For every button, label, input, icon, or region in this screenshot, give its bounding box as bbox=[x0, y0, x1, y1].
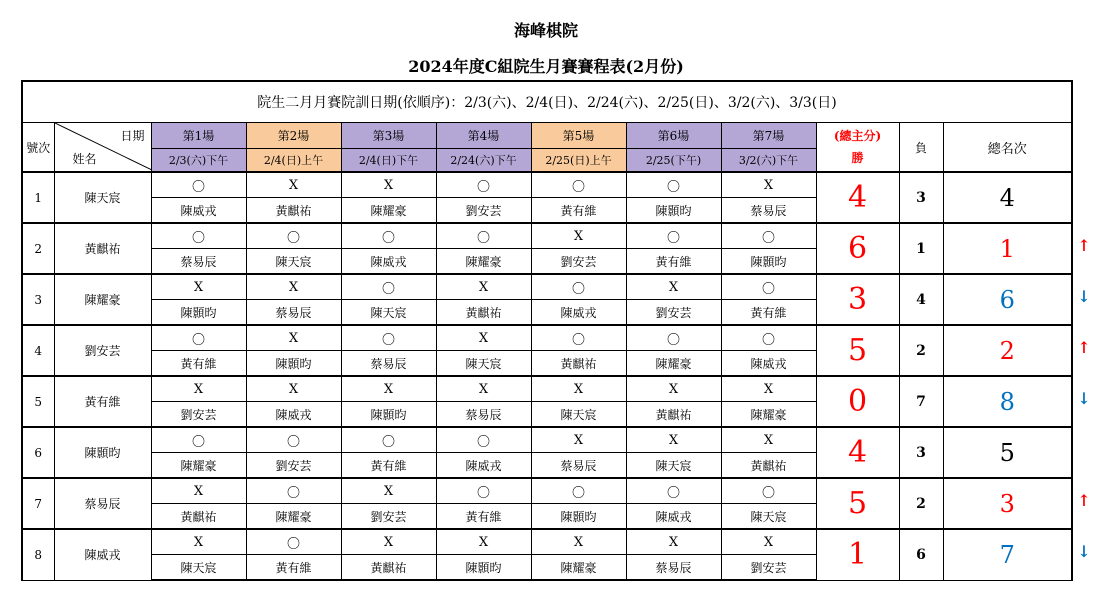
result-mark: X bbox=[151, 478, 246, 504]
player-number: 7 bbox=[22, 478, 54, 529]
opponent-name: 陳耀豪 bbox=[436, 249, 531, 275]
result-mark: 〇 bbox=[341, 427, 436, 453]
result-mark: X bbox=[341, 172, 436, 198]
result-mark: X bbox=[531, 376, 626, 402]
player-name: 劉安芸 bbox=[54, 325, 151, 376]
result-mark: X bbox=[436, 529, 531, 555]
result-mark: 〇 bbox=[246, 223, 341, 249]
round-label: 第2場 bbox=[246, 123, 341, 149]
opponent-name: 陳威戎 bbox=[246, 402, 341, 428]
round-label: 第6場 bbox=[626, 123, 721, 149]
opponent-name: 陳顥昀 bbox=[626, 198, 721, 224]
result-mark: X bbox=[151, 274, 246, 300]
player-name: 陳耀豪 bbox=[54, 274, 151, 325]
result-mark: X bbox=[151, 376, 246, 402]
result-mark: X bbox=[151, 529, 246, 555]
opponent-name: 黃麒祐 bbox=[341, 555, 436, 581]
player-wins: 5 bbox=[816, 325, 899, 376]
opponent-name: 黃麒祐 bbox=[151, 504, 246, 530]
player-number: 2 bbox=[22, 223, 54, 274]
rank-header: 總名次 bbox=[943, 123, 1072, 173]
result-mark: X bbox=[531, 529, 626, 555]
player-wins: 0 bbox=[816, 376, 899, 427]
player-row bbox=[22, 427, 1072, 453]
opponent-name: 陳耀豪 bbox=[721, 402, 816, 428]
result-mark: 〇 bbox=[626, 172, 721, 198]
player-row bbox=[22, 529, 1072, 555]
opponent-name: 劉安芸 bbox=[151, 402, 246, 428]
player-name: 陳威戎 bbox=[54, 529, 151, 580]
player-name: 黃麒祐 bbox=[54, 223, 151, 274]
date-name-header bbox=[54, 123, 151, 173]
player-rank: 4 bbox=[943, 172, 1072, 223]
opponent-name: 陳耀豪 bbox=[341, 198, 436, 224]
player-losses: 3 bbox=[899, 172, 943, 223]
opponent-name: 陳耀豪 bbox=[531, 555, 626, 581]
opponent-name: 陳耀豪 bbox=[626, 351, 721, 377]
player-wins: 3 bbox=[816, 274, 899, 325]
result-mark: X bbox=[341, 376, 436, 402]
result-mark: 〇 bbox=[721, 478, 816, 504]
opponent-name: 陳威戎 bbox=[531, 300, 626, 326]
player-row bbox=[22, 223, 1072, 249]
opponent-name: 黃有維 bbox=[436, 504, 531, 530]
player-wins: 5 bbox=[816, 478, 899, 529]
opponent-name: 陳顥昀 bbox=[246, 351, 341, 377]
opponent-name: 陳天宸 bbox=[341, 300, 436, 326]
player-name: 蔡易辰 bbox=[54, 478, 151, 529]
result-mark: X bbox=[721, 376, 816, 402]
player-number: 3 bbox=[22, 274, 54, 325]
num-header: 號次 bbox=[22, 123, 54, 173]
opponent-name: 劉安芸 bbox=[626, 300, 721, 326]
round-date: 2/25(日)上午 bbox=[531, 149, 626, 173]
name-header: 姓名 bbox=[72, 152, 97, 166]
opponent-name: 劉安芸 bbox=[436, 198, 531, 224]
player-wins: 1 bbox=[816, 529, 899, 580]
result-mark: X bbox=[436, 325, 531, 351]
opponent-name: 黃有維 bbox=[721, 300, 816, 326]
result-mark: 〇 bbox=[436, 478, 531, 504]
opponent-name: 陳威戎 bbox=[436, 453, 531, 479]
result-mark: X bbox=[341, 478, 436, 504]
result-mark: X bbox=[531, 223, 626, 249]
result-mark: 〇 bbox=[246, 529, 341, 555]
player-rank: 8 bbox=[943, 376, 1072, 427]
opponent-name: 劉安芸 bbox=[531, 249, 626, 275]
result-mark: 〇 bbox=[531, 325, 626, 351]
schedule-note: 院生二月月賽院訓日期(依順序)：2/3(六)、2/4(日)、2/24(六)、2/25(日)、3/2(六)、3/3(日) bbox=[22, 81, 1072, 123]
player-rank: 5 bbox=[943, 427, 1072, 478]
result-mark: X bbox=[531, 427, 626, 453]
player-row bbox=[22, 376, 1072, 402]
result-mark: X bbox=[626, 427, 721, 453]
opponent-name: 黃有維 bbox=[246, 555, 341, 581]
result-mark: X bbox=[626, 274, 721, 300]
date-header: 日期 bbox=[120, 129, 145, 143]
result-mark: 〇 bbox=[626, 478, 721, 504]
opponent-name: 黃有維 bbox=[531, 198, 626, 224]
opponent-name: 劉安芸 bbox=[246, 453, 341, 479]
result-mark: X bbox=[246, 376, 341, 402]
result-mark: 〇 bbox=[721, 325, 816, 351]
result-mark: 〇 bbox=[531, 172, 626, 198]
result-mark: 〇 bbox=[436, 172, 531, 198]
opponent-name: 黃麒祐 bbox=[531, 351, 626, 377]
player-wins: 6 bbox=[816, 223, 899, 274]
result-mark: 〇 bbox=[151, 427, 246, 453]
result-mark: 〇 bbox=[721, 274, 816, 300]
opponent-name: 陳天宸 bbox=[721, 504, 816, 530]
opponent-name: 陳威戎 bbox=[341, 249, 436, 275]
down-arrow-icon: ↓ bbox=[1077, 287, 1091, 306]
opponent-name: 陳天宸 bbox=[531, 402, 626, 428]
opponent-name: 黃麒祐 bbox=[246, 198, 341, 224]
down-arrow-icon: ↓ bbox=[1077, 542, 1091, 561]
round-label: 第5場 bbox=[531, 123, 626, 149]
opponent-name: 蔡易辰 bbox=[151, 249, 246, 275]
opponent-name: 黃麒祐 bbox=[626, 402, 721, 428]
opponent-name: 陳顥昀 bbox=[531, 504, 626, 530]
opponent-name: 黃有維 bbox=[151, 351, 246, 377]
opponent-name: 陳天宸 bbox=[626, 453, 721, 479]
opponent-name: 陳威戎 bbox=[721, 351, 816, 377]
player-wins: 4 bbox=[816, 427, 899, 478]
player-losses: 7 bbox=[899, 376, 943, 427]
result-mark: X bbox=[436, 376, 531, 402]
round-label: 第3場 bbox=[341, 123, 436, 149]
round-date: 2/24(六)下午 bbox=[436, 149, 531, 173]
result-mark: X bbox=[721, 427, 816, 453]
player-row bbox=[22, 172, 1072, 198]
up-arrow-icon: ↑ bbox=[1077, 338, 1091, 357]
result-mark: X bbox=[246, 172, 341, 198]
player-name: 陳天宸 bbox=[54, 172, 151, 223]
opponent-name: 陳威戎 bbox=[151, 198, 246, 224]
player-wins: 4 bbox=[816, 172, 899, 223]
result-mark: 〇 bbox=[151, 172, 246, 198]
opponent-name: 陳天宸 bbox=[246, 249, 341, 275]
opponent-name: 陳威戎 bbox=[626, 504, 721, 530]
round-date: 2/3(六)下午 bbox=[151, 149, 246, 173]
player-losses: 1 bbox=[899, 223, 943, 274]
page-subtitle: 2024年度C組院生月賽賽程表(2月份) bbox=[408, 57, 684, 76]
result-mark: 〇 bbox=[626, 325, 721, 351]
opponent-name: 黃有維 bbox=[341, 453, 436, 479]
result-mark: 〇 bbox=[246, 478, 341, 504]
wins-header-bottom: 勝 bbox=[851, 151, 864, 165]
opponent-name: 陳顥昀 bbox=[341, 402, 436, 428]
schedule-table bbox=[21, 80, 1073, 581]
player-losses: 6 bbox=[899, 529, 943, 580]
player-losses: 3 bbox=[899, 427, 943, 478]
result-mark: 〇 bbox=[531, 274, 626, 300]
player-row bbox=[22, 478, 1072, 504]
result-mark: X bbox=[246, 274, 341, 300]
result-mark: 〇 bbox=[151, 223, 246, 249]
player-row bbox=[22, 325, 1072, 351]
result-mark: X bbox=[626, 529, 721, 555]
opponent-name: 劉安芸 bbox=[721, 555, 816, 581]
result-mark: X bbox=[246, 325, 341, 351]
opponent-name: 陳耀豪 bbox=[151, 453, 246, 479]
result-mark: X bbox=[341, 529, 436, 555]
round-label: 第4場 bbox=[436, 123, 531, 149]
result-mark: 〇 bbox=[626, 223, 721, 249]
opponent-name: 陳天宸 bbox=[151, 555, 246, 581]
player-losses: 4 bbox=[899, 274, 943, 325]
player-rank: 1 bbox=[943, 223, 1072, 274]
result-mark: X bbox=[436, 274, 531, 300]
player-number: 6 bbox=[22, 427, 54, 478]
result-mark: 〇 bbox=[721, 223, 816, 249]
page-title: 海峰棋院 bbox=[513, 21, 578, 40]
player-number: 8 bbox=[22, 529, 54, 580]
player-name: 陳顥昀 bbox=[54, 427, 151, 478]
player-losses: 2 bbox=[899, 325, 943, 376]
opponent-name: 陳耀豪 bbox=[246, 504, 341, 530]
opponent-name: 劉安芸 bbox=[341, 504, 436, 530]
round-date: 3/2(六)下午 bbox=[721, 149, 816, 173]
opponent-name: 陳顥昀 bbox=[721, 249, 816, 275]
opponent-name: 蔡易辰 bbox=[341, 351, 436, 377]
result-mark: 〇 bbox=[341, 274, 436, 300]
player-losses: 2 bbox=[899, 478, 943, 529]
round-date: 2/4(日)上午 bbox=[246, 149, 341, 173]
wins-header bbox=[816, 123, 899, 173]
up-arrow-icon: ↑ bbox=[1077, 236, 1091, 255]
losses-header: 負 bbox=[899, 123, 943, 173]
result-mark: 〇 bbox=[436, 427, 531, 453]
player-rank: 7 bbox=[943, 529, 1072, 580]
result-mark: X bbox=[721, 529, 816, 555]
player-number: 4 bbox=[22, 325, 54, 376]
player-rank: 3 bbox=[943, 478, 1072, 529]
opponent-name: 蔡易辰 bbox=[246, 300, 341, 326]
round-date: 2/25(下午) bbox=[626, 149, 721, 173]
opponent-name: 黃麒祐 bbox=[721, 453, 816, 479]
result-mark: 〇 bbox=[151, 325, 246, 351]
opponent-name: 黃麒祐 bbox=[436, 300, 531, 326]
result-mark: 〇 bbox=[531, 478, 626, 504]
result-mark: 〇 bbox=[246, 427, 341, 453]
result-mark: 〇 bbox=[341, 325, 436, 351]
round-label: 第7場 bbox=[721, 123, 816, 149]
opponent-name: 蔡易辰 bbox=[436, 402, 531, 428]
opponent-name: 陳顥昀 bbox=[151, 300, 246, 326]
round-label: 第1場 bbox=[151, 123, 246, 149]
player-row bbox=[22, 274, 1072, 300]
result-mark: 〇 bbox=[436, 223, 531, 249]
opponent-name: 陳天宸 bbox=[436, 351, 531, 377]
opponent-name: 蔡易辰 bbox=[721, 198, 816, 224]
player-name: 黃有維 bbox=[54, 376, 151, 427]
wins-header-top: (總主分) bbox=[833, 129, 882, 143]
opponent-name: 蔡易辰 bbox=[531, 453, 626, 479]
round-date: 2/4(日)下午 bbox=[341, 149, 436, 173]
up-arrow-icon: ↑ bbox=[1077, 491, 1091, 510]
player-rank: 6 bbox=[943, 274, 1072, 325]
opponent-name: 蔡易辰 bbox=[626, 555, 721, 581]
opponent-name: 陳顥昀 bbox=[436, 555, 531, 581]
down-arrow-icon: ↓ bbox=[1077, 389, 1091, 408]
player-number: 5 bbox=[22, 376, 54, 427]
player-rank: 2 bbox=[943, 325, 1072, 376]
player-number: 1 bbox=[22, 172, 54, 223]
result-mark: 〇 bbox=[341, 223, 436, 249]
result-mark: X bbox=[626, 376, 721, 402]
result-mark: X bbox=[721, 172, 816, 198]
opponent-name: 黃有維 bbox=[626, 249, 721, 275]
